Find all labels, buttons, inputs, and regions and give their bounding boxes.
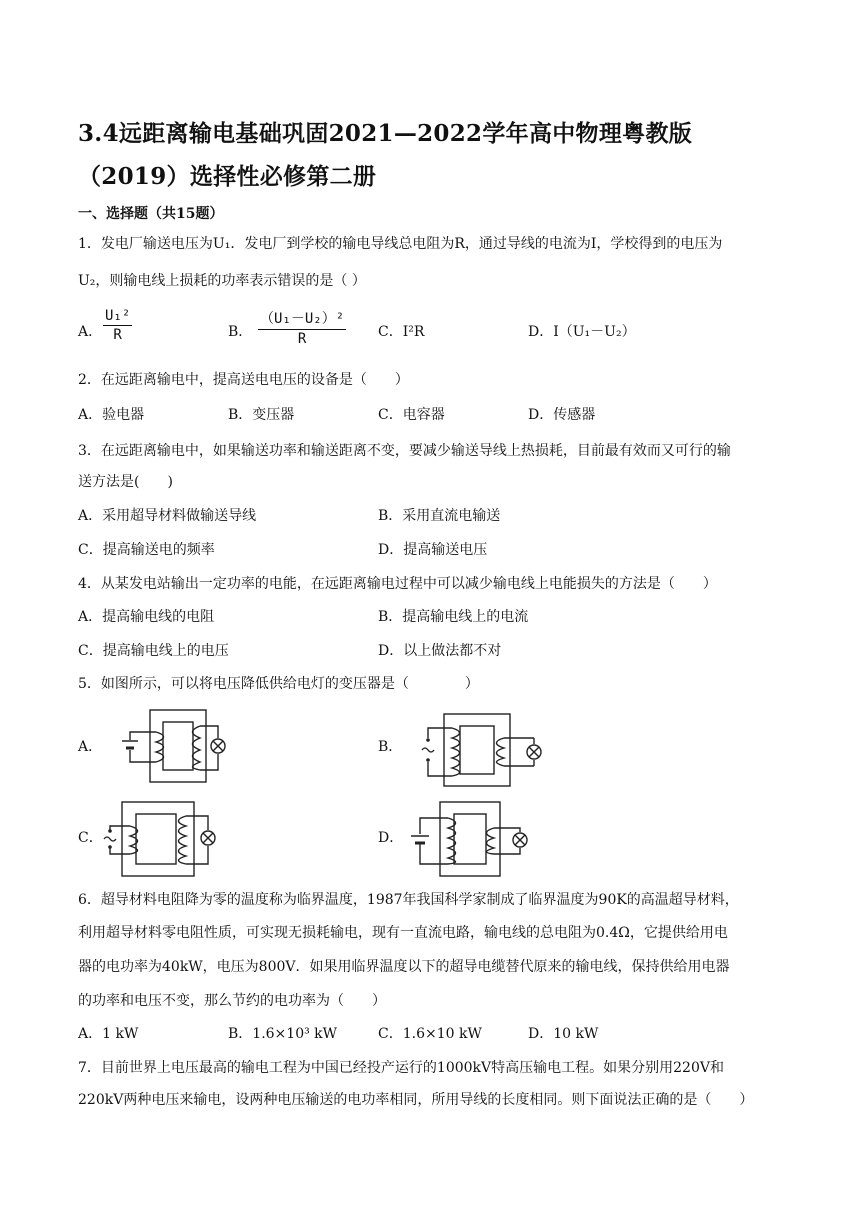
q1-stem-line1: 1．发电厂输送电压为U₁．发电厂到学校的输电导线总电阻为R，通过导线的电流为I，学校得到的电压为 [78,236,723,252]
q1-option-b-label: B． [228,324,253,340]
q6-stem-line4: 的功率和电压不变，那么节约的电功率为（ ） [78,993,386,1009]
q3-option-a: A．采用超导材料做输送导线 [78,508,257,524]
q2-stem: 2．在远距离输电中，提高送电电压的设备是（ ） [78,372,409,388]
transformer-diagram-c [100,800,240,880]
q6-option-d: D．10 kW [528,1026,599,1042]
q6-stem-line2: 利用超导材料零电阻性质，可实现无损耗输电，现有一直流电路，输电线的总电阻为0.4Ω，它提供给用电 [78,925,728,941]
q6-stem-line3: 器的电功率为40kW，电压为800V．如果用临界温度以下的超导电缆替代原来的输电线，保持供给用电器 [78,959,730,975]
q6-option-a: A．1 kW [78,1026,139,1042]
q1-stem-line2: U₂，则输电线上损耗的功率表示错误的是（ ） [78,273,366,289]
transformer-diagram-b [416,710,556,790]
q4-option-a: A．提高输电线的电阻 [78,609,215,625]
q5-option-b-label: B． [378,739,403,755]
q1-option-a-numerator: U₁² [105,308,131,324]
section-heading: 一、选择题（共15题） [78,206,224,222]
q4-stem: 4．从某发电站输出一定功率的电能，在远距离输电过程中可以减少输电线上电能损失的方法是（ ） [78,576,717,592]
q3-option-c: C．提高输送电的频率 [78,542,215,558]
q3-option-d: D．提高输送电压 [378,542,488,558]
q1-option-b-denominator: R [297,331,307,347]
q5-option-a-label: A． [78,739,103,755]
q1-option-b-fraction [258,308,346,347]
q3-stem-line1: 3．在远距离输电中，如果输送功率和输送距离不变，要减少输送导线上热损耗，目前最有效而又可行的输 [78,443,731,459]
page-title: 3.4远距离输电基础巩固2021—2022学年高中物理粤教版（2019）选择性必修第二册 [78,120,693,190]
q1-option-c: C．I²R [378,324,425,340]
q1-option-b-numerator: （U₁－U₂）² [258,308,346,330]
q1-option-a-fraction [103,308,132,343]
q4-option-c: C．提高输电线上的电压 [78,643,229,659]
q7-stem-line2: 220kV两种电压来输电，设两种电压输送的电功率相同，所用导线的长度相同。则下面说法正确的是（ ） [78,1092,754,1108]
q1-option-d: D．I（U₁－U₂） [528,324,636,340]
q5-option-c-label: C． [78,830,103,846]
q2-option-b: B．变压器 [228,407,295,423]
q2-option-c: C．电容器 [378,407,445,423]
q3-stem-line2: 送方法是( ) [78,474,173,490]
q1-option-a-label: A． [78,324,103,340]
q4-option-d: D．以上做法都不对 [378,643,502,659]
transformer-diagram-d [404,800,544,880]
q1-option-a-denominator: R [113,327,122,343]
transformer-diagram-a [100,708,240,786]
q6-stem-line1: 6．超导材料电阻降为零的温度称为临界温度，1987年我国科学家制成了临界温度为90K的高温超导材料， [78,892,739,908]
q3-option-b: B．采用直流电输送 [378,508,501,524]
q2-option-a: A．验电器 [78,407,145,423]
q7-stem-line1: 7．目前世界上电压最高的输电工程为中国已经投产运行的1000kV特高压输电工程。如果分别用220V和 [78,1060,724,1076]
q5-stem: 5．如图所示，可以将电压降低供给电灯的变压器是（ ） [78,676,479,692]
q5-option-d-label: D． [378,830,404,846]
q6-option-c: C．1.6×10 kW [378,1026,482,1042]
q2-option-d: D．传感器 [528,407,596,423]
q4-option-b: B．提高输电线上的电流 [378,609,529,625]
q6-option-b: B．1.6×10³ kW [228,1026,338,1042]
